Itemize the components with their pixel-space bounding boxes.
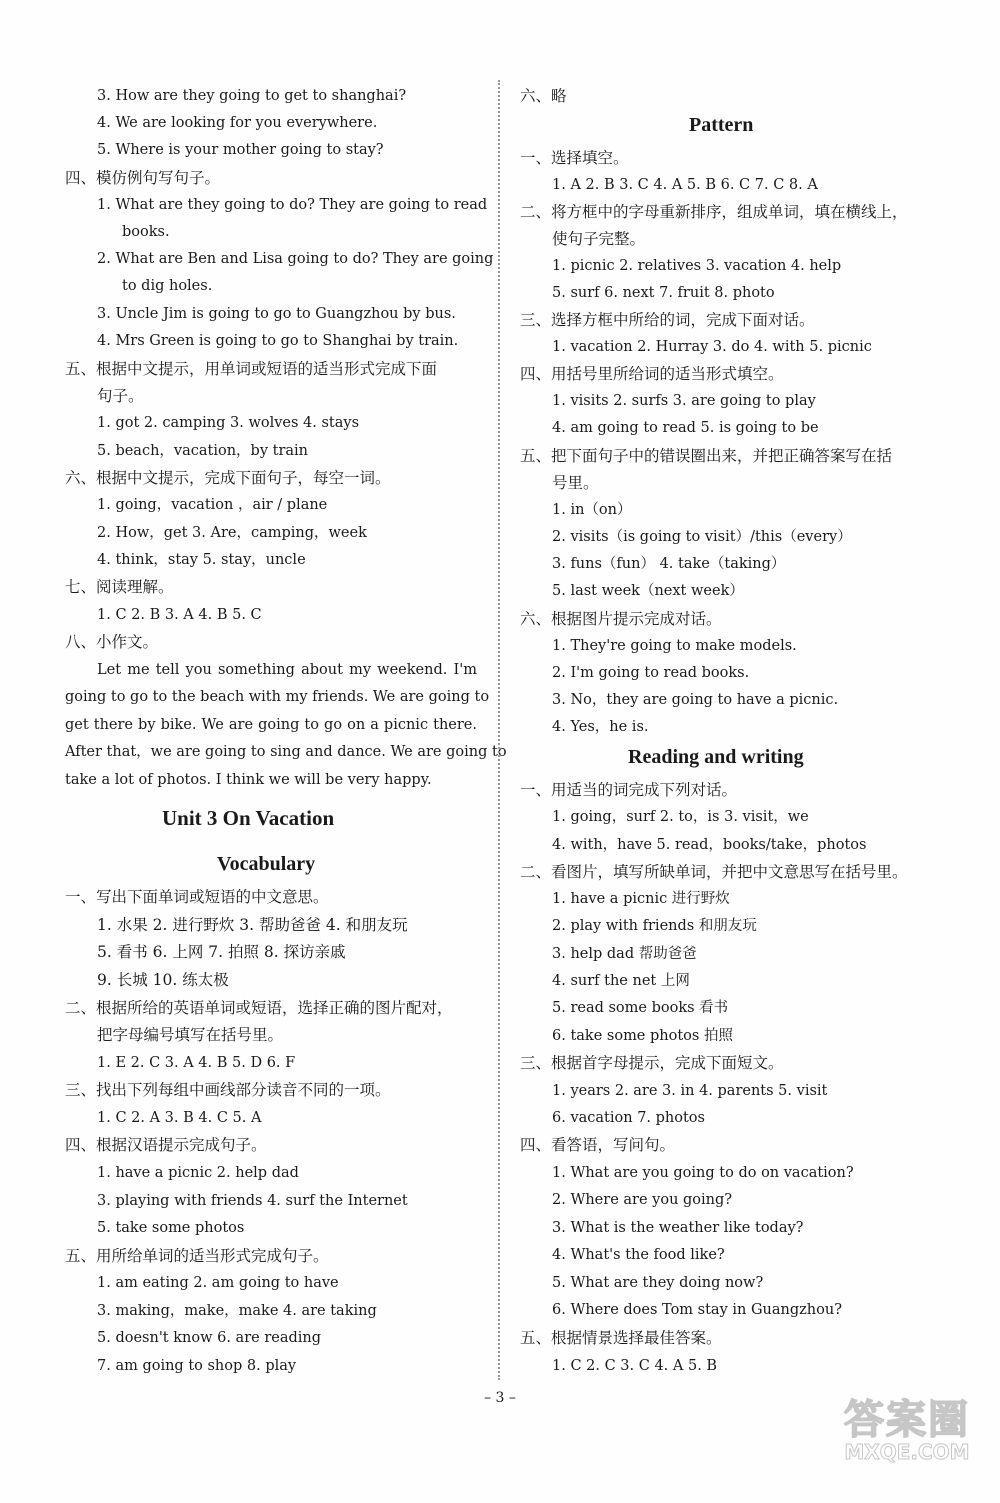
- question-heading: 四、看答语，写问句。: [520, 1136, 676, 1154]
- answer-line: 1. have a picnic 2. help dad: [97, 1165, 299, 1181]
- answer-line: 5. 看书 6. 上网 7. 拍照 8. 探访亲戚: [97, 943, 346, 961]
- question-heading: 八、小作文。: [65, 633, 159, 651]
- answer-line: 1. going，surf 2. to，is 3. visit，we: [552, 809, 809, 825]
- answer-line: 1. going，vacation ，air / plane: [97, 497, 328, 513]
- answer-line: 4. think，stay 5. stay，uncle: [97, 552, 306, 568]
- answer-line: 1. C 2. C 3. C 4. A 5. B: [552, 1358, 718, 1374]
- answer-line: 1. 水果 2. 进行野炊 3. 帮助爸爸 4. 和朋友玩: [97, 916, 408, 934]
- question-heading: 三、找出下列每组中画线部分读音不同的一项。: [65, 1081, 391, 1099]
- answer-line: take a lot of photos. I think we will be very happy.: [65, 772, 432, 788]
- question-heading: 五、根据中文提示，用单词或短语的适当形式完成下面: [65, 360, 438, 378]
- answer-line: 1. visits 2. surfs 3. are going to play: [552, 393, 816, 409]
- question-heading: 一、写出下面单词或短语的中文意思。: [65, 888, 329, 906]
- answer-line: After that，we are going to sing and dance. We are going to: [65, 744, 507, 760]
- answer-line: 7. am going to shop 8. play: [97, 1358, 297, 1374]
- answer-line: 号里。: [552, 474, 599, 492]
- page-number: – 3 –: [484, 1390, 516, 1406]
- answer-line: 5. surf 6. next 7. fruit 8. photo: [552, 285, 775, 301]
- answer-line: 3. No，they are going to have a picnic.: [552, 692, 839, 708]
- answer-line: books.: [122, 224, 170, 240]
- answer-line: get there by bike. We are going to go on a picnic there.: [65, 717, 477, 733]
- watermark-logo: [832, 1388, 982, 1473]
- question-heading: 四、根据汉语提示完成句子。: [65, 1136, 267, 1154]
- answer-line: 6. take some photos 拍照: [552, 1028, 733, 1044]
- question-heading: 六、根据中文提示，完成下面句子，每空一词。: [65, 469, 391, 487]
- answer-line: 3. help dad 帮助爸爸: [552, 946, 697, 962]
- answer-line: 5. read some books 看书: [552, 1000, 729, 1016]
- question-heading: 一、用适当的词完成下列对话。: [520, 781, 738, 799]
- answer-line: 4. We are looking for you everywhere.: [97, 115, 378, 131]
- answer-line: 9. 长城 10. 练太极: [97, 971, 229, 989]
- answer-line: 5. take some photos: [97, 1220, 245, 1236]
- question-heading: 六、略: [520, 87, 567, 105]
- answer-line: 5. Where is your mother going to stay?: [97, 142, 384, 158]
- column-divider: [498, 80, 500, 1380]
- answer-line: 2. What are Ben and Lisa going to do? They are going: [97, 251, 494, 267]
- answer-line: 5. last week（next week）: [552, 583, 744, 599]
- answer-line: 1. am eating 2. am going to have: [97, 1275, 339, 1291]
- answer-line: Let me tell you something about my weekend. I'm: [97, 662, 477, 678]
- answer-line: 使句子完整。: [552, 230, 646, 248]
- answer-line: 2. How，get 3. Are，camping，week: [97, 525, 367, 541]
- answer-line: 3. How are they going to get to shanghai?: [97, 88, 407, 104]
- answer-line: 4. with，have 5. read，books/take，photos: [552, 837, 867, 853]
- question-heading: 二、根据所给的英语单词或短语，选择正确的图片配对，: [65, 999, 453, 1017]
- section-heading: Vocabulary: [217, 853, 316, 875]
- watermark-text: 答案圈: [844, 1397, 970, 1443]
- unit-title: Unit 3 On Vacation: [162, 806, 335, 830]
- answer-line: 2. visits（is going to visit）/this（every）: [552, 529, 852, 545]
- question-heading: 四、模仿例句写句子。: [65, 169, 221, 187]
- section-heading: Reading and writing: [628, 746, 804, 768]
- answer-line: 1. C 2. A 3. B 4. C 5. A: [97, 1110, 262, 1126]
- watermark-url: MXQE.COM: [844, 1440, 970, 1464]
- answer-line: 3. Uncle Jim is going to go to Guangzhou by bus.: [97, 306, 456, 322]
- answer-line: 把字母编号填写在括号里。: [97, 1026, 284, 1044]
- answer-line: 1. E 2. C 3. A 4. B 5. D 6. F: [97, 1055, 296, 1071]
- question-heading: 三、选择方框中所给的词，完成下面对话。: [520, 311, 815, 329]
- question-heading: 五、用所给单词的适当形式完成句子。: [65, 1247, 329, 1265]
- answer-line: 3. playing with friends 4. surf the Internet: [97, 1193, 408, 1209]
- answer-line: 3. funs（fun） 4. take（taking）: [552, 556, 786, 572]
- answer-line: 1. What are you going to do on vacation?: [552, 1165, 854, 1181]
- section-heading: Pattern: [689, 114, 754, 136]
- answer-line: 6. Where does Tom stay in Guangzhou?: [552, 1302, 842, 1318]
- answer-line: 4. Mrs Green is going to go to Shanghai by train.: [97, 333, 459, 349]
- answer-line: 1. have a picnic 进行野炊: [552, 891, 730, 907]
- answer-line: 5. What are they doing now?: [552, 1275, 764, 1291]
- answer-line: 1. picnic 2. relatives 3. vacation 4. help: [552, 258, 842, 274]
- question-heading: 二、将方框中的字母重新排序，组成单词，填在横线上，: [520, 203, 908, 221]
- answer-line: 2. Where are you going?: [552, 1192, 733, 1208]
- answer-line: 5. doesn't know 6. are reading: [97, 1330, 322, 1346]
- answer-line: 4. surf the net 上网: [552, 973, 690, 989]
- answer-line: 5. beach，vacation，by train: [97, 443, 309, 459]
- answer-line: 1. C 2. B 3. A 4. B 5. C: [97, 607, 262, 623]
- question-heading: 七、阅读理解。: [65, 578, 174, 596]
- question-heading: 五、根据情景选择最佳答案。: [520, 1329, 722, 1347]
- answer-line: 2. play with friends 和朋友玩: [552, 918, 757, 934]
- answer-line: 1. got 2. camping 3. wolves 4. stays: [97, 415, 360, 431]
- answer-line: 4. Yes，he is.: [552, 719, 649, 735]
- answer-line: 1. They're going to make models.: [552, 638, 797, 654]
- question-heading: 六、根据图片提示完成对话。: [520, 610, 722, 628]
- answer-line: 6. vacation 7. photos: [552, 1110, 705, 1126]
- question-heading: 四、用括号里所给词的适当形式填空。: [520, 365, 784, 383]
- answer-line: 4. What's the food like?: [552, 1247, 725, 1263]
- question-heading: 五、把下面句子中的错误圈出来，并把正确答案写在括: [520, 447, 893, 465]
- answer-line: 3. What is the weather like today?: [552, 1220, 804, 1236]
- question-heading: 二、看图片，填写所缺单词，并把中文意思写在括号里。: [520, 863, 908, 881]
- answer-line: 1. vacation 2. Hurray 3. do 4. with 5. picnic: [552, 339, 872, 355]
- answer-line: 句子。: [97, 387, 144, 405]
- answer-line: 1. years 2. are 3. in 4. parents 5. visit: [552, 1083, 828, 1099]
- answer-line: to dig holes.: [122, 278, 213, 294]
- answer-line: going to go to the beach with my friends. We are going to: [65, 689, 490, 705]
- answer-line: 3. making，make，make 4. are taking: [97, 1303, 377, 1319]
- answer-line: 1. in（on）: [552, 502, 632, 518]
- answer-line: 1. What are they going to do? They are going to read: [97, 197, 488, 213]
- answer-line: 4. am going to read 5. is going to be: [552, 420, 819, 436]
- question-heading: 一、选择填空。: [520, 149, 629, 167]
- answer-line: 1. A 2. B 3. C 4. A 5. B 6. C 7. C 8. A: [552, 177, 818, 193]
- question-heading: 三、根据首字母提示，完成下面短文。: [520, 1054, 784, 1072]
- answer-line: 2. I'm going to read books.: [552, 665, 750, 681]
